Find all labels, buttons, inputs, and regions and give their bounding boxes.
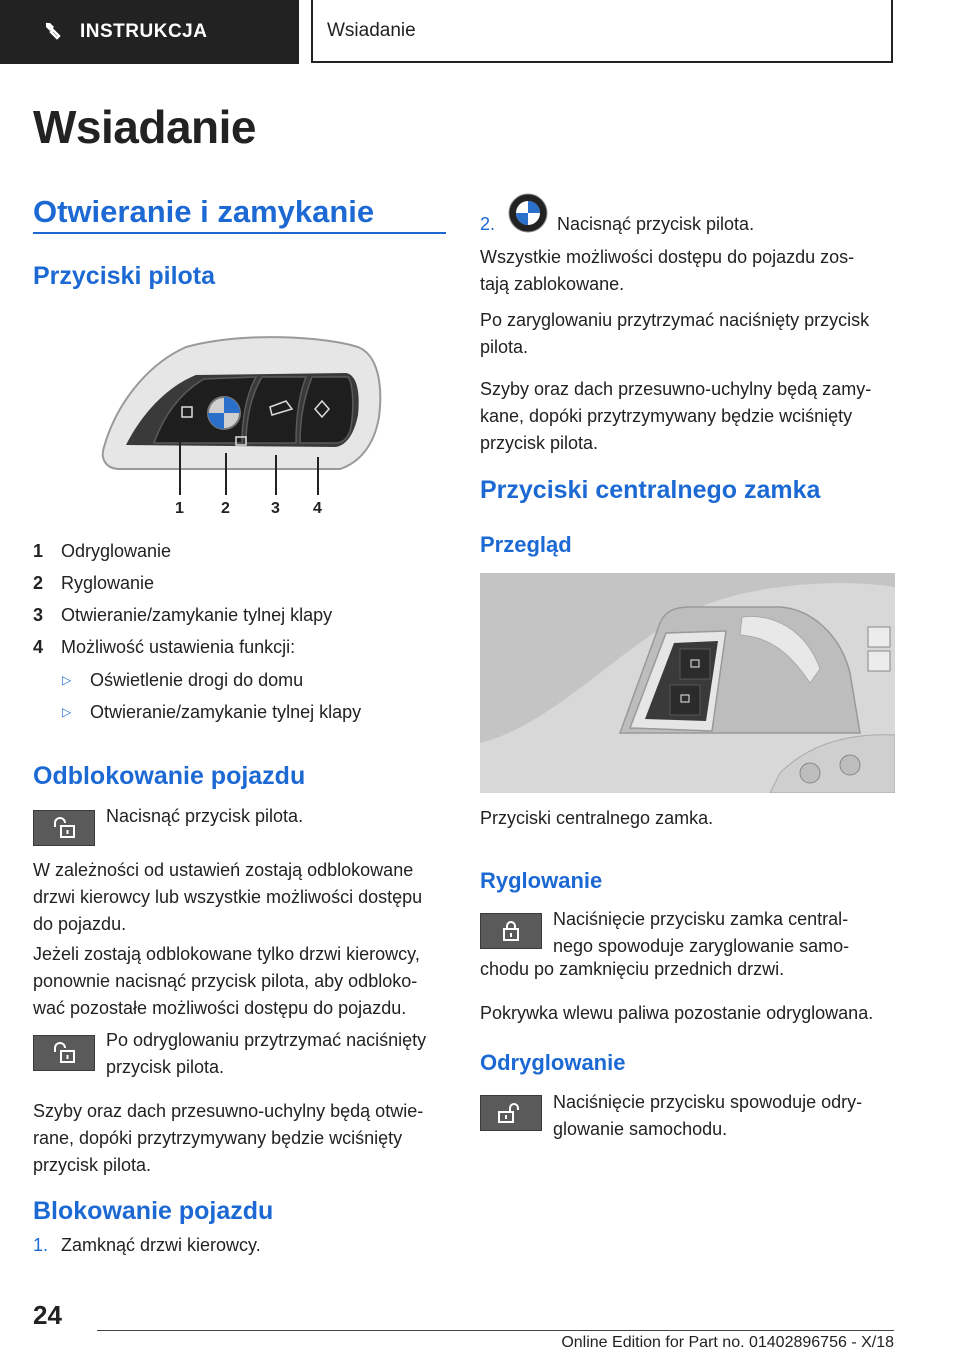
step-number: 1.	[33, 1235, 49, 1255]
legend-number: 2	[33, 573, 44, 593]
heading-remote-buttons: Przyciski pilota	[33, 262, 216, 290]
unlock-text-line: do pojazdu.	[33, 914, 127, 934]
top-bar	[0, 0, 960, 66]
locking-text-line: chodu po zamknięciu przednich drzwi.	[480, 959, 785, 979]
central-caption: Przyciski centralnego zamka.	[480, 808, 714, 828]
unlock-text-line: Jeżeli zostają odblokowane tylko drzwi kierowcy,	[33, 944, 420, 964]
lock-icon	[500, 920, 522, 942]
unlock-text-line: ponownie nacisnąć przycisk pilota, aby odbloko-	[33, 971, 418, 991]
lock-text-line: Szyby oraz dach przesuwno-uchylny będą zamy-	[480, 379, 872, 399]
bmw-logo-button-icon	[508, 193, 548, 233]
unlock-instruction: Nacisnąć przycisk pilota.	[106, 806, 304, 826]
heading-unlocking: Odryglowanie	[480, 1050, 626, 1075]
unlock-text-line: drzwi kierowcy lub wszystkie możliwości dostępu	[33, 887, 423, 907]
lock-text-line: pilota.	[480, 337, 529, 357]
legend-number: 1	[33, 541, 44, 561]
unlock-text-line: przycisk pilota.	[33, 1155, 152, 1175]
locking-text-line: nego spowoduje zaryglowanie samo-	[553, 936, 850, 956]
heading-lock: Blokowanie pojazdu	[33, 1197, 274, 1225]
manual-tab-label: INSTRUKCJA	[80, 21, 208, 42]
step-text: Zamknąć drzwi kierowcy.	[61, 1235, 261, 1255]
unlock-central-button-symbol	[480, 1095, 542, 1131]
unlock-text-line: wać pozostałe możliwości dostępu do pojazdu.	[33, 998, 407, 1018]
unlock-text-line: W zależności od ustawień zostają odblokowane	[33, 860, 414, 880]
fob-label-2: 2	[221, 500, 230, 517]
triangle-bullet-icon: ▷	[62, 705, 72, 719]
locking-fuel-note: Pokrywka wlewu paliwa pozostanie odryglowana.	[480, 1003, 874, 1023]
fob-label-1: 1	[175, 500, 184, 517]
legend-text: Otwieranie/zamykanie tylnej klapy	[61, 605, 333, 625]
legend-subitem-text: Otwieranie/zamykanie tylnej klapy	[90, 702, 362, 722]
lock-step-2-text: Nacisnąć przycisk pilota.	[557, 214, 755, 234]
unlocking-text-line: glowanie samochodu.	[553, 1119, 728, 1139]
heading-overview: Przegląd	[480, 532, 572, 557]
unlocking-text-line: Naciśnięcie przycisku spowoduje odry-	[553, 1092, 863, 1112]
legend-number: 3	[33, 605, 44, 625]
section-tab[interactable]	[311, 0, 893, 63]
legend-text: Ryglowanie	[61, 573, 155, 593]
lock-text-line: Po zaryglowaniu przytrzymać naciśnięty przycisk	[480, 310, 870, 330]
lock-text-line: Wszystkie możliwości dostępu do pojazdu zos-	[480, 247, 855, 267]
legend-subitem-text: Oświetlenie drogi do domu	[90, 670, 304, 690]
locking-text-line: Naciśnięcie przycisku zamka central-	[553, 909, 849, 929]
unlock-button-symbol	[33, 1035, 95, 1071]
unlock-text-line: Po odryglowaniu przytrzymać naciśnięty	[106, 1030, 427, 1050]
unlock-icon	[496, 1102, 526, 1124]
page-title: Wsiadanie	[33, 101, 257, 153]
unlock-text-line: przycisk pilota.	[106, 1057, 225, 1077]
legend-text: Odryglowanie	[61, 541, 172, 561]
fob-label-3: 3	[271, 500, 280, 517]
heading-central-locking: Przyciski centralnego zamka	[480, 476, 821, 504]
lock-button-symbol	[480, 913, 542, 949]
legend-text: Możliwość ustawienia funkcji:	[61, 637, 296, 657]
key-fob-illustration	[96, 335, 386, 520]
footer-edition: Online Edition for Part no. 01402896756 - X/18	[561, 1334, 894, 1351]
footer-rule	[97, 1330, 894, 1331]
unlock-icon	[51, 817, 77, 839]
heading-rule	[33, 232, 446, 234]
page-number: 24	[33, 1300, 62, 1330]
manual-tab[interactable]	[0, 0, 299, 64]
wrench-icon	[44, 21, 66, 43]
triangle-bullet-icon: ▷	[62, 673, 72, 687]
section-tab-label: Wsiadanie	[327, 19, 416, 41]
lock-text-line: kane, dopóki przytrzymywany będzie wciśnięty	[480, 406, 853, 426]
fob-label-4: 4	[313, 500, 322, 517]
legend-number: 4	[33, 637, 44, 657]
heading-unlock: Odblokowanie pojazdu	[33, 762, 306, 790]
unlock-text-line: Szyby oraz dach przesuwno-uchylny będą otwie-	[33, 1101, 424, 1121]
heading-locking: Ryglowanie	[480, 868, 603, 893]
section-heading-open-close: Otwieranie i zamykanie	[33, 194, 375, 229]
lock-text-line: tają zablokowane.	[480, 274, 625, 294]
unlock-text-line: rane, dopóki przytrzymywany będzie wciśnięty	[33, 1128, 403, 1148]
unlock-button-symbol	[33, 810, 95, 846]
lock-text-line: przycisk pilota.	[480, 433, 599, 453]
door-panel-illustration	[480, 573, 895, 793]
unlock-icon	[51, 1042, 77, 1064]
step-number: 2.	[480, 214, 496, 234]
